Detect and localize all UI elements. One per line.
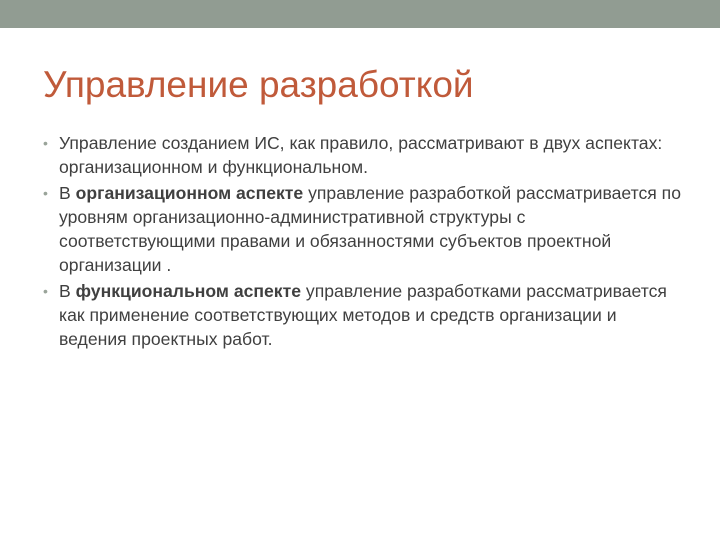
bullet-dot-icon: • (43, 283, 48, 299)
bullet-text-pre: В (59, 183, 76, 203)
bullet-text-post: управление разработкой рассматривается по уровням организационно-административной структуры с соответствующими правами и обязанностями субъектов проектной организации . (59, 183, 681, 275)
bullet-text (59, 183, 681, 275)
bullet-item-2 (43, 181, 683, 277)
bullet-text-bold: функциональном аспекте (75, 281, 302, 301)
bullet-dot-icon: • (43, 185, 48, 201)
bullet-text-pre: Управление созданием ИС, как правило, рассматривают в двух аспектах: организационном и функциональном. (59, 133, 663, 177)
bullet-item-3 (43, 279, 683, 351)
bullet-item-1 (43, 131, 683, 179)
bullet-dot-icon: • (43, 135, 48, 151)
bullet-text-bold: организационном аспекте (75, 183, 304, 203)
bullet-text (59, 281, 667, 349)
bullet-list (43, 131, 683, 353)
bullet-text (59, 133, 662, 177)
bullet-text-post: управление разработками рассматривается как применение соответствующих методов и средств организации и ведения проектных работ. (59, 281, 667, 349)
bullet-text-pre: В (59, 281, 76, 301)
top-decorative-band (0, 0, 720, 28)
slide-title: Управление разработкой (43, 64, 474, 105)
